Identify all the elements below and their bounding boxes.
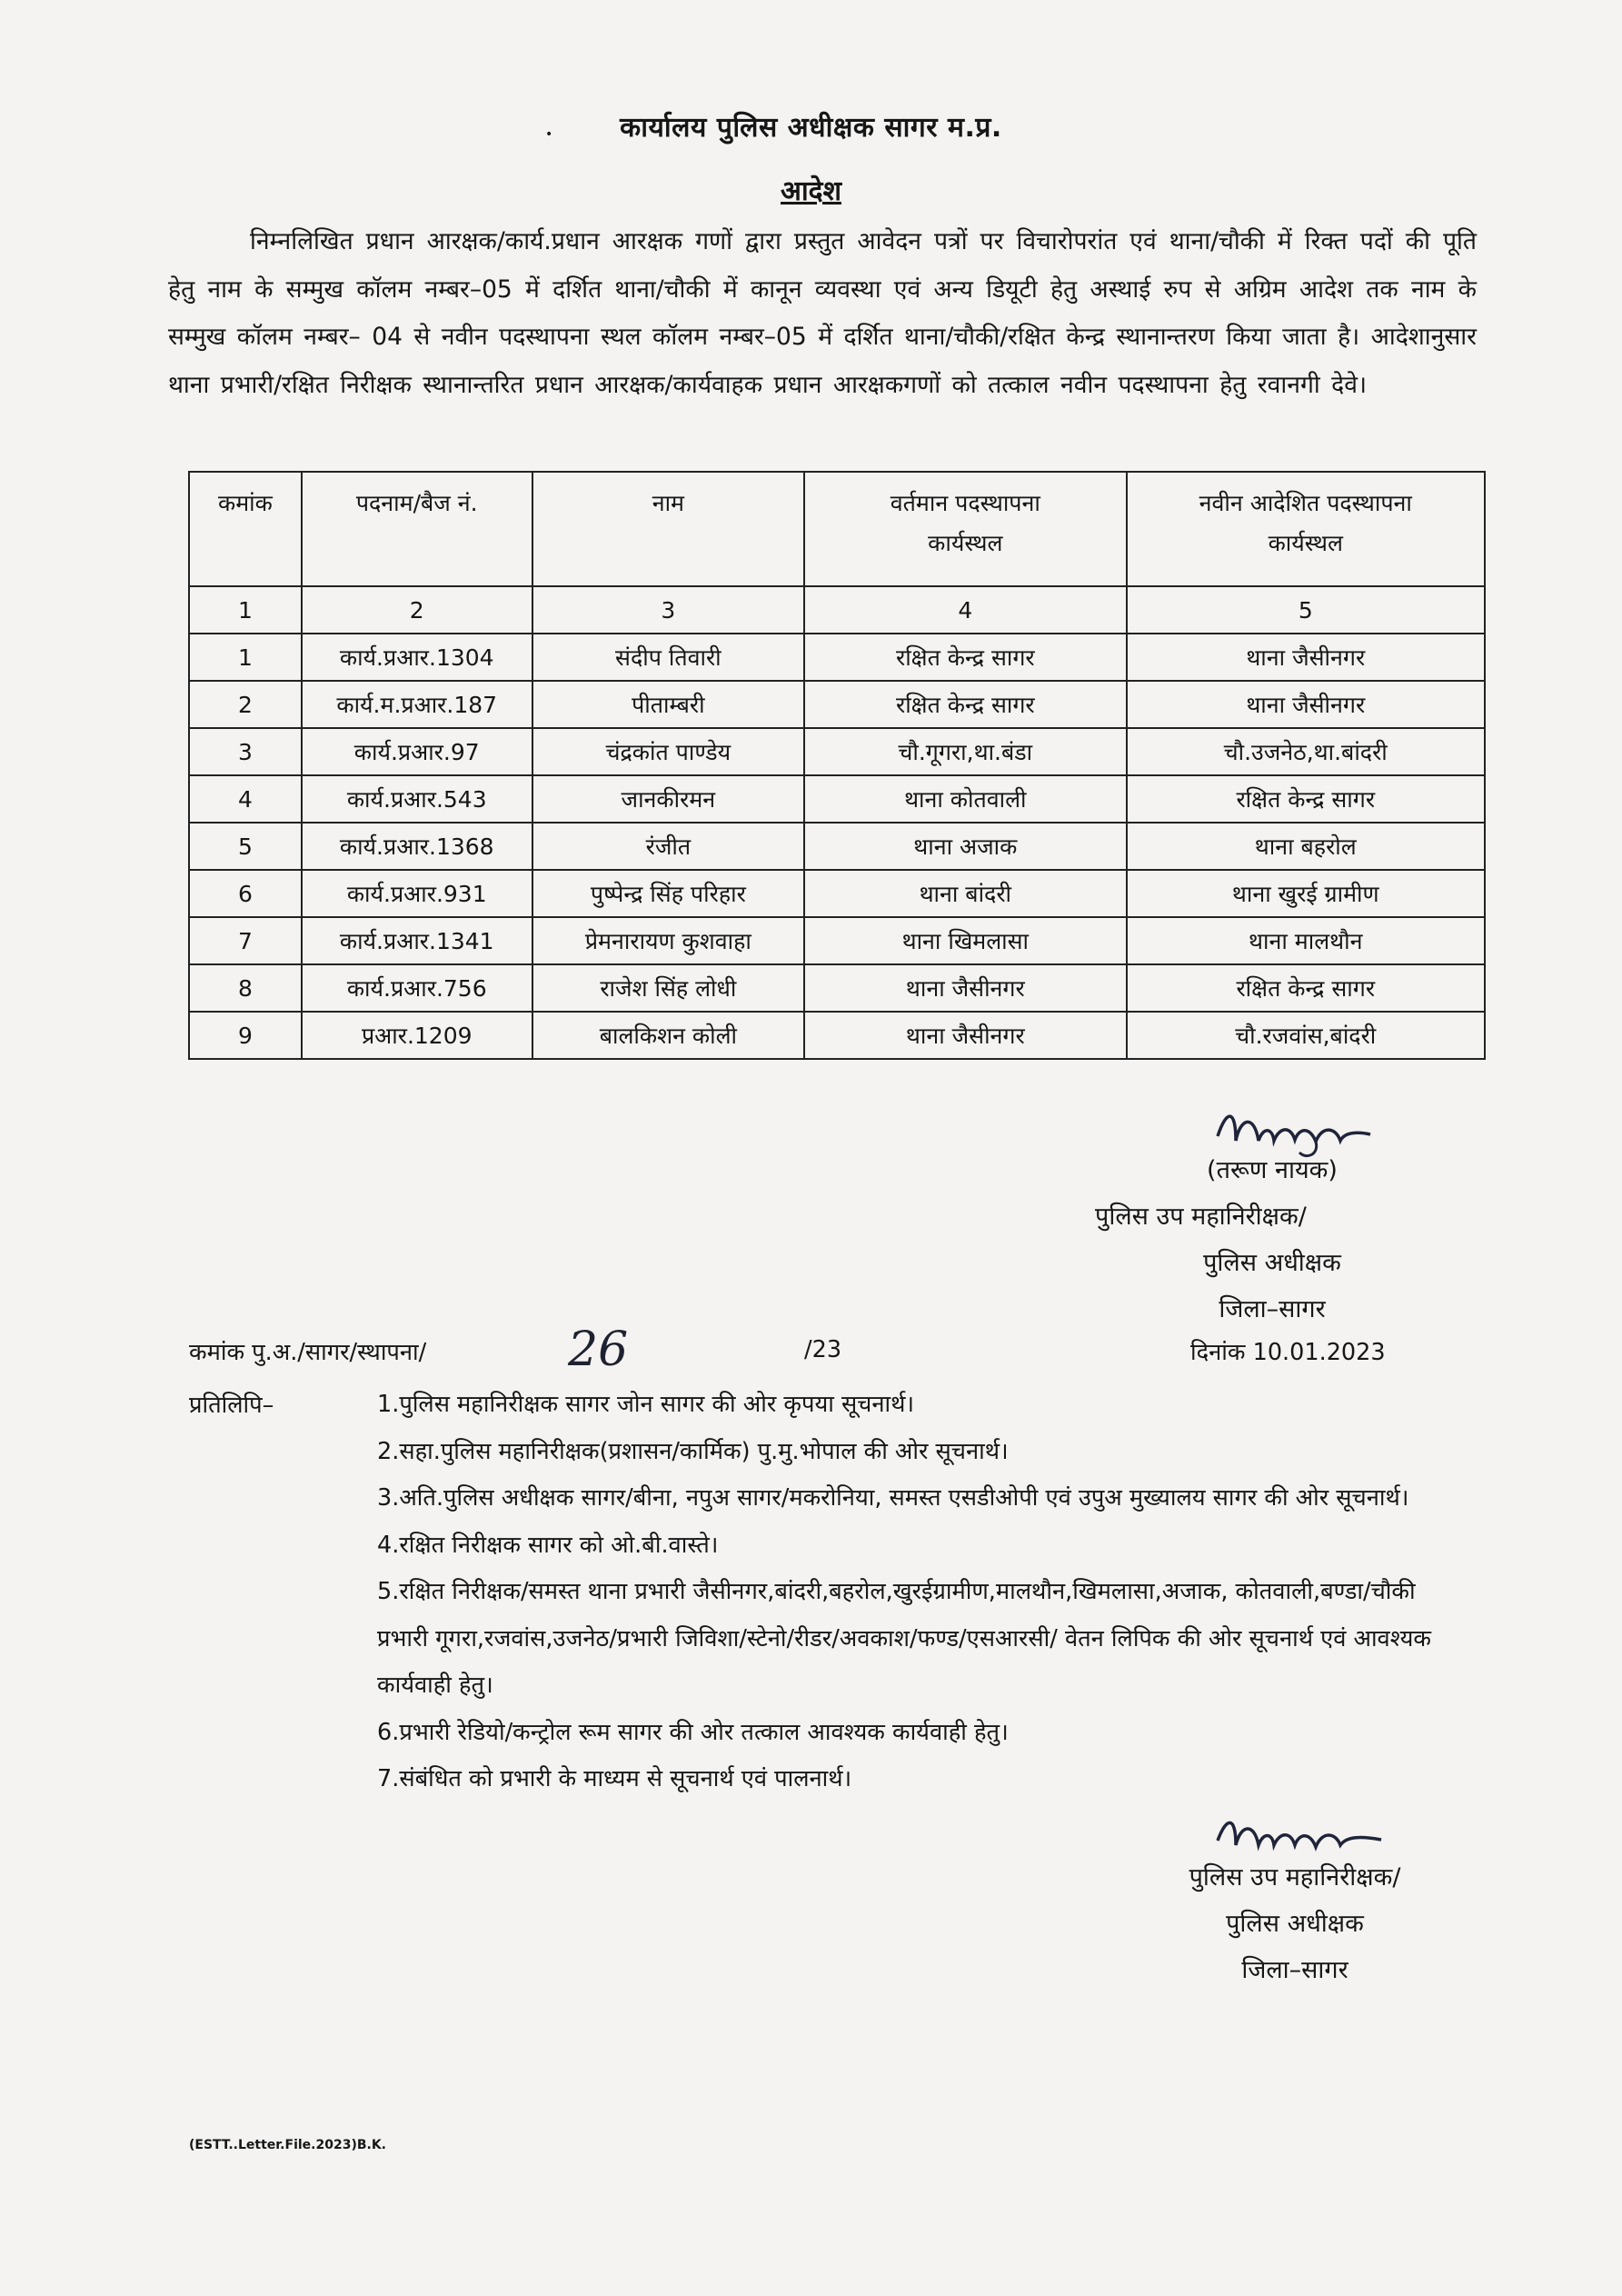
list-item: 3.अति.पुलिस अधीक्षक सागर/बीना, नपुअ सागर/मकरोनिया, समस्त एसडीओपी एवं उपुअ मुख्यालय सागर की ओर सूचनार्थ। (377, 1484, 1409, 1512)
cell-name: संदीप तिवारी (532, 634, 804, 681)
column-number: 4 (804, 586, 1126, 634)
list-item: 1.पुलिस महानिरीक्षक सागर जोन सागर की ओर कृपया सूचनार्थ। (377, 1391, 915, 1418)
cell-serial: 9 (189, 1012, 302, 1059)
column-number-row (189, 586, 1485, 634)
column-number: 2 (302, 586, 532, 634)
table-row (189, 964, 1485, 1012)
cell-name: राजेश सिंह लोधी (532, 964, 804, 1012)
cell-new: चौ.रजवांस,बांदरी (1127, 1012, 1485, 1059)
cell-serial: 2 (189, 681, 302, 728)
table-row (189, 917, 1485, 964)
reference-prefix: कमांक पु.अ./सागर/स्थापना/ (189, 1339, 427, 1366)
list-item: 6.प्रभारी रेडियो/कन्ट्रोल रूम सागर की ओर तत्काल आवश्यक कार्यवाही हेतु। (377, 1718, 1009, 1746)
cell-name: बालकिशन कोली (532, 1012, 804, 1059)
cell-rank: कार्य.प्रआर.1304 (302, 634, 532, 681)
table-row (189, 1012, 1485, 1059)
cell-current: थाना अजाक (804, 823, 1126, 870)
header-new-posting (1127, 472, 1485, 586)
cell-new: थाना मालथौन (1127, 917, 1485, 964)
copy-label: प्रतिलिपि– (189, 1392, 274, 1419)
cell-rank: कार्य.प्रआर.97 (302, 728, 532, 775)
table-row (189, 681, 1485, 728)
column-number: 3 (532, 586, 804, 634)
order-date: दिनांक 10.01.2023 (1190, 1339, 1386, 1366)
list-item: 2.सहा.पुलिस महानिरीक्षक(प्रशासन/कार्मिक) पु.मु.भोपाल की ओर सूचनार्थ। (377, 1437, 1009, 1465)
cell-serial: 4 (189, 775, 302, 823)
cell-new: थाना बहरोल (1127, 823, 1485, 870)
table-header-row (189, 472, 1485, 586)
header-new-line2: कार्यस्थल (1268, 530, 1343, 556)
cell-rank: कार्य.प्रआर.756 (302, 964, 532, 1012)
signatory-district: जिला–सागर (1241, 1956, 1348, 1984)
table-row (189, 728, 1485, 775)
cell-rank: कार्य.प्रआर.1341 (302, 917, 532, 964)
transfer-table (188, 471, 1486, 1060)
signatory-designation: पुलिस अधीक्षक (1203, 1249, 1341, 1277)
cell-serial: 5 (189, 823, 302, 870)
cell-name: रंजीत (532, 823, 804, 870)
stray-mark: • (545, 127, 553, 142)
list-item: 5.रक्षित निरीक्षक/समस्त थाना प्रभारी जैसीनगर,बांदरी,बहरोल,खुरईग्रामीण,मालथौन,खिमलासा,अजाक, कोतवाली,बण्डा/चौकी प्रभारी गूगरा,रजवांस,उजनेठ/प्रभारी जिविशा/स्टेनो/रीडर/अवकाश/फण्ड/एसआरसी/ वेतन लिपिक की ओर सूचनार्थ एवं आवश्यक कार्यवाही हेतु। (377, 1578, 1431, 1699)
cell-current: चौ.गूगरा,था.बंडा (804, 728, 1126, 775)
cell-rank: कार्य.प्रआर.543 (302, 775, 532, 823)
header-new-line1: नवीन आदेशित पदस्थापना (1199, 490, 1412, 516)
cell-rank: कार्य.म.प्रआर.187 (302, 681, 532, 728)
cell-rank: कार्य.प्रआर.931 (302, 870, 532, 917)
signatory-designation: पुलिस उप महानिरीक्षक/ (1095, 1203, 1307, 1231)
office-heading: कार्यालय पुलिस अधीक्षक सागर म.प्र. (620, 112, 1002, 144)
cell-new: थाना खुरई ग्रामीण (1127, 870, 1485, 917)
cell-current: रक्षित केन्द्र सागर (804, 634, 1126, 681)
cell-current: थाना जैसीनगर (804, 964, 1126, 1012)
cell-new: थाना जैसीनगर (1127, 681, 1485, 728)
cell-name: पुष्पेन्द्र सिंह परिहार (532, 870, 804, 917)
table-row (189, 634, 1485, 681)
signatory-name: (तरूण नायक) (1207, 1156, 1338, 1184)
list-item: 4.रक्षित निरीक्षक सागर को ओ.बी.वास्ते। (377, 1531, 719, 1559)
cell-name: चंद्रकांत पाण्डेय (532, 728, 804, 775)
copy-list (377, 1382, 1440, 1803)
signature-block-1 (1095, 1147, 1422, 1333)
order-title: आदेश (781, 175, 841, 207)
table-row (189, 823, 1485, 870)
cell-name: पीताम्बरी (532, 681, 804, 728)
header-name: नाम (532, 472, 804, 586)
list-item: 7.संबंधित को प्रभारी के माध्यम से सूचनार्थ एवं पालनार्थ। (377, 1765, 852, 1792)
signature-block-2 (1145, 1854, 1445, 1993)
cell-current: थाना बांदरी (804, 870, 1126, 917)
cell-new: रक्षित केन्द्र सागर (1127, 775, 1485, 823)
cell-serial: 7 (189, 917, 302, 964)
cell-new: चौ.उजनेठ,था.बांदरी (1127, 728, 1485, 775)
header-serial: कमांक (189, 472, 302, 586)
reference-suffix: /23 (804, 1336, 842, 1363)
intro-paragraph: निम्नलिखित प्रधान आरक्षक/कार्य.प्रधान आरक्षक गणों द्वारा प्रस्तुत आवेदन पत्रों पर विचारोपरांत एवं थाना/चौकी में रिक्त पदों की पूति हेतु नाम के सम्मुख कॉलम नम्बर–05 में दर्शित थाना/चौकी में कानून व्यवस्था एवं अन्य डियूटी हेतु अस्थाई रुप से अग्रिम आदेश तक नाम के सम्मुख कॉलम नम्बर– 04 से नवीन पदस्थापना स्थल कॉलम नम्बर–05 में दर्शित थाना/चौकी/रक्षित केन्द्र स्थानान्तरण किया जाता है। आदेशानुसार थाना प्रभारी/रक्षित निरीक्षक स्थानान्तरित प्रधान आरक्षक/कार्यवाहक प्रधान आरक्षकगणों को तत्काल नवीन पदस्थापना हेतु रवानगी देवे। (168, 227, 1477, 399)
cell-rank: प्रआर.1209 (302, 1012, 532, 1059)
cell-serial: 8 (189, 964, 302, 1012)
signatory-designation: पुलिस उप महानिरीक्षक/ (1189, 1863, 1401, 1892)
cell-serial: 6 (189, 870, 302, 917)
header-current-line2: कार्यस्थल (928, 530, 1003, 556)
column-number: 5 (1127, 586, 1485, 634)
cell-rank: कार्य.प्रआर.1368 (302, 823, 532, 870)
cell-new: रक्षित केन्द्र सागर (1127, 964, 1485, 1012)
signatory-district: जिला–सागर (1219, 1295, 1326, 1323)
signatory-designation: पुलिस अधीक्षक (1226, 1910, 1364, 1938)
table-row (189, 870, 1485, 917)
header-rank: पदनाम/बैज नं. (302, 472, 532, 586)
reference-number: 26 (568, 1323, 629, 1377)
cell-new: थाना जैसीनगर (1127, 634, 1485, 681)
cell-current: रक्षित केन्द्र सागर (804, 681, 1126, 728)
cell-serial: 1 (189, 634, 302, 681)
cell-current: थाना खिमलासा (804, 917, 1126, 964)
header-current-posting (804, 472, 1126, 586)
column-number: 1 (189, 586, 302, 634)
cell-current: थाना जैसीनगर (804, 1012, 1126, 1059)
cell-current: थाना कोतवाली (804, 775, 1126, 823)
header-current-line1: वर्तमान पदस्थापना (890, 490, 1040, 516)
cell-name: जानकीरमन (532, 775, 804, 823)
table-row (189, 775, 1485, 823)
file-reference-code: (ESTT..Letter.File.2023)B.K. (189, 2138, 386, 2152)
cell-name: प्रेमनारायण कुशवाहा (532, 917, 804, 964)
cell-serial: 3 (189, 728, 302, 775)
